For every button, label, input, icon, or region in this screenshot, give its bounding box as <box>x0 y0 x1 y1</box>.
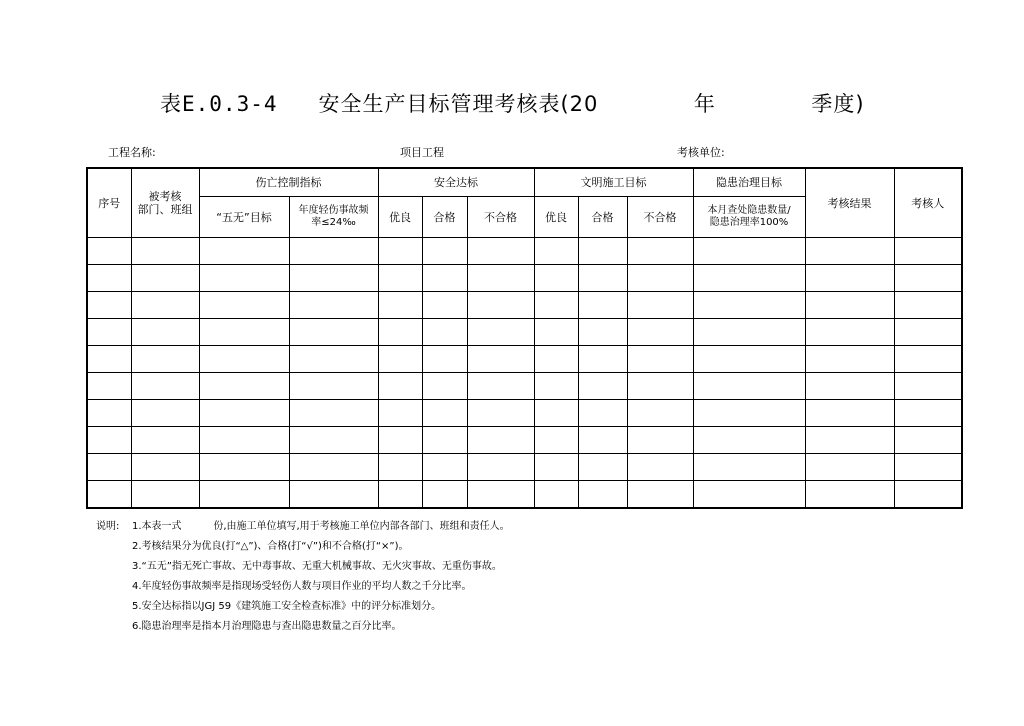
header-five-none: “五无”目标 <box>199 197 289 238</box>
table-cell[interactable] <box>422 427 467 454</box>
table-cell[interactable] <box>534 238 578 265</box>
table-cell[interactable] <box>578 481 627 509</box>
table-cell[interactable] <box>693 373 805 400</box>
table-cell[interactable] <box>289 373 378 400</box>
note-text: 5.安全达标指以JGJ 59《建筑施工安全检查标准》中的评分标准划分。 <box>132 601 442 612</box>
table-cell[interactable] <box>199 373 289 400</box>
table-cell[interactable] <box>805 265 894 292</box>
header-injury-line2: 率≤24‰ <box>311 217 356 228</box>
table-cell[interactable] <box>289 454 378 481</box>
table-cell[interactable] <box>199 427 289 454</box>
table-cell[interactable] <box>805 400 894 427</box>
table-cell[interactable] <box>289 481 378 509</box>
table-cell[interactable] <box>534 346 578 373</box>
table-cell[interactable] <box>534 400 578 427</box>
note-text: 3.“五无”指无死亡事故、无中毒事故、无重大机械事故、无火灾事故、无重伤事故。 <box>132 561 502 572</box>
header-civilized-unqualified: 不合格 <box>627 197 693 238</box>
table-cell[interactable] <box>894 454 962 481</box>
table-cell[interactable] <box>87 238 131 265</box>
table-row <box>87 238 962 265</box>
header-casualty-group: 伤亡控制指标 <box>199 168 378 197</box>
table-cell[interactable] <box>87 481 131 509</box>
table-cell[interactable] <box>131 292 199 319</box>
table-cell[interactable] <box>467 238 534 265</box>
table-row <box>87 373 962 400</box>
table-cell[interactable] <box>87 346 131 373</box>
header-safety-excellent: 优良 <box>378 197 422 238</box>
table-cell[interactable] <box>199 400 289 427</box>
table-cell[interactable] <box>131 373 199 400</box>
table-cell[interactable] <box>693 427 805 454</box>
header-dept <box>131 168 199 238</box>
table-row <box>87 454 962 481</box>
table-cell[interactable] <box>578 292 627 319</box>
table-cell[interactable] <box>805 346 894 373</box>
table-cell[interactable] <box>378 319 422 346</box>
table-cell[interactable] <box>467 319 534 346</box>
header-hazard-group: 隐患治理目标 <box>693 168 805 197</box>
header-dept-line1: 被考核 <box>148 190 182 203</box>
table-cell[interactable] <box>534 481 578 509</box>
note-item <box>96 557 510 577</box>
table-row <box>87 292 962 319</box>
table-cell[interactable] <box>805 292 894 319</box>
table-cell[interactable] <box>534 265 578 292</box>
table-cell[interactable] <box>534 427 578 454</box>
table-cell[interactable] <box>627 292 693 319</box>
table-cell[interactable] <box>199 319 289 346</box>
table-row <box>87 427 962 454</box>
table-cell[interactable] <box>131 481 199 509</box>
header-dept-line2: 部门、班组 <box>137 203 193 216</box>
table-cell[interactable] <box>422 265 467 292</box>
table-cell[interactable] <box>693 481 805 509</box>
header-result: 考核结果 <box>805 168 894 238</box>
header-hazard-detail <box>693 197 805 238</box>
table-cell[interactable] <box>467 292 534 319</box>
table-cell[interactable] <box>578 373 627 400</box>
table-cell[interactable] <box>467 400 534 427</box>
note-text: 2.考核结果分为优良(打“△”)、合格(打“√”)和不合格(打“×”)。 <box>132 541 409 552</box>
header-row-1 <box>87 168 962 197</box>
table-cell[interactable] <box>378 454 422 481</box>
table-row <box>87 319 962 346</box>
table-cell[interactable] <box>422 319 467 346</box>
table-cell[interactable] <box>289 265 378 292</box>
table-cell[interactable] <box>805 319 894 346</box>
table-cell[interactable] <box>467 373 534 400</box>
table-cell[interactable] <box>467 454 534 481</box>
table-cell[interactable] <box>894 238 962 265</box>
note-item <box>96 617 510 637</box>
table-cell[interactable] <box>422 373 467 400</box>
table-cell[interactable] <box>87 427 131 454</box>
table-cell[interactable] <box>467 265 534 292</box>
table-cell[interactable] <box>87 454 131 481</box>
table-cell[interactable] <box>693 346 805 373</box>
table-cell[interactable] <box>805 454 894 481</box>
table-cell[interactable] <box>378 373 422 400</box>
table-cell[interactable] <box>131 400 199 427</box>
table-cell[interactable] <box>693 400 805 427</box>
table-cell[interactable] <box>578 427 627 454</box>
table-cell[interactable] <box>199 292 289 319</box>
table-cell[interactable] <box>289 319 378 346</box>
table-cell[interactable] <box>87 373 131 400</box>
table-cell[interactable] <box>894 346 962 373</box>
table-cell[interactable] <box>131 238 199 265</box>
table-cell[interactable] <box>378 427 422 454</box>
table-cell[interactable] <box>627 373 693 400</box>
table-cell[interactable] <box>131 427 199 454</box>
table-cell[interactable] <box>131 319 199 346</box>
table-cell[interactable] <box>627 481 693 509</box>
table-cell[interactable] <box>627 427 693 454</box>
table-cell[interactable] <box>378 481 422 509</box>
header-civilized-excellent: 优良 <box>534 197 578 238</box>
table-cell[interactable] <box>805 481 894 509</box>
table-cell[interactable] <box>627 346 693 373</box>
notes-label: 说明: <box>96 521 120 532</box>
table-cell[interactable] <box>693 292 805 319</box>
assessment-unit-label: 考核单位: <box>677 146 725 159</box>
note-item <box>96 537 510 557</box>
table-cell[interactable] <box>378 265 422 292</box>
table-cell[interactable] <box>578 454 627 481</box>
table-cell[interactable] <box>805 427 894 454</box>
note-text: 1.本表一式 份,由施工单位填写,用于考核施工单位内部各部门、班组和责任人。 <box>132 521 510 532</box>
table-cell[interactable] <box>894 373 962 400</box>
table-cell[interactable] <box>87 292 131 319</box>
table-cell[interactable] <box>627 454 693 481</box>
table-cell[interactable] <box>422 292 467 319</box>
table-cell[interactable] <box>199 454 289 481</box>
notes-section <box>96 517 510 637</box>
table-cell[interactable] <box>378 238 422 265</box>
header-civilized-group: 文明施工目标 <box>534 168 693 197</box>
header-injury-line1: 年度轻伤事故频 <box>298 205 369 216</box>
assessment-table <box>86 167 963 509</box>
table-row <box>87 481 962 509</box>
title-year: 年 <box>693 92 716 116</box>
table-cell[interactable] <box>693 319 805 346</box>
table-cell[interactable] <box>467 427 534 454</box>
table-row <box>87 400 962 427</box>
table-cell[interactable] <box>805 373 894 400</box>
table-cell[interactable] <box>199 346 289 373</box>
note-item <box>96 577 510 597</box>
table-cell[interactable] <box>199 481 289 509</box>
table-cell[interactable] <box>534 454 578 481</box>
table-cell[interactable] <box>534 319 578 346</box>
header-hazard-line1: 本月查处隐患数量/ <box>707 205 791 216</box>
table-cell[interactable] <box>693 265 805 292</box>
table-cell[interactable] <box>534 373 578 400</box>
table-cell[interactable] <box>422 238 467 265</box>
table-cell[interactable] <box>289 427 378 454</box>
table-cell[interactable] <box>534 292 578 319</box>
table-cell[interactable] <box>422 454 467 481</box>
table-cell[interactable] <box>894 265 962 292</box>
table-cell[interactable] <box>627 400 693 427</box>
table-cell[interactable] <box>578 400 627 427</box>
table-cell[interactable] <box>894 481 962 509</box>
header-seq: 序号 <box>87 168 131 238</box>
table-cell[interactable] <box>378 400 422 427</box>
title-quarter: 季度) <box>811 92 865 116</box>
table-cell[interactable] <box>87 319 131 346</box>
table-cell[interactable] <box>805 238 894 265</box>
table-cell[interactable] <box>87 400 131 427</box>
table-cell[interactable] <box>894 292 962 319</box>
title-prefix: 表E.0.3-4 <box>160 92 278 116</box>
table-cell[interactable] <box>627 238 693 265</box>
table-cell[interactable] <box>87 265 131 292</box>
header-injury-rate <box>289 197 378 238</box>
table-cell[interactable] <box>894 400 962 427</box>
header-civilized-qualified: 合格 <box>578 197 627 238</box>
header-safety-unqualified: 不合格 <box>467 197 534 238</box>
table-cell[interactable] <box>289 400 378 427</box>
header-assessor: 考核人 <box>894 168 962 238</box>
table-cell[interactable] <box>578 319 627 346</box>
table-cell[interactable] <box>199 238 289 265</box>
table-cell[interactable] <box>894 427 962 454</box>
table-cell[interactable] <box>131 454 199 481</box>
table-cell[interactable] <box>199 265 289 292</box>
table-cell[interactable] <box>289 238 378 265</box>
table-cell[interactable] <box>378 346 422 373</box>
table-cell[interactable] <box>894 319 962 346</box>
note-text: 4.年度轻伤事故频率是指现场受轻伤人数与项目作业的平均人数之千分比率。 <box>132 581 472 592</box>
table-cell[interactable] <box>131 346 199 373</box>
table-cell[interactable] <box>289 292 378 319</box>
table-cell[interactable] <box>578 238 627 265</box>
table-cell[interactable] <box>422 400 467 427</box>
table-cell[interactable] <box>627 319 693 346</box>
header-safety-qualified: 合格 <box>422 197 467 238</box>
table-cell[interactable] <box>693 238 805 265</box>
table-row <box>87 265 962 292</box>
table-row <box>87 346 962 373</box>
table-cell[interactable] <box>693 454 805 481</box>
table-cell[interactable] <box>289 346 378 373</box>
project-label: 项目工程 <box>400 146 444 159</box>
table-cell[interactable] <box>131 265 199 292</box>
header-hazard-line2: 隐患治理率100% <box>709 217 789 228</box>
table-cell[interactable] <box>578 265 627 292</box>
table-cell[interactable] <box>467 346 534 373</box>
table-cell[interactable] <box>422 346 467 373</box>
table-cell[interactable] <box>378 292 422 319</box>
table-cell[interactable] <box>578 346 627 373</box>
table-cell[interactable] <box>627 265 693 292</box>
header-safety-group: 安全达标 <box>378 168 534 197</box>
note-item <box>96 597 510 617</box>
note-item <box>96 517 510 537</box>
project-name-label: 工程名称: <box>108 146 156 159</box>
title-main: 安全生产目标管理考核表(20 <box>318 92 599 116</box>
table-cell[interactable] <box>467 481 534 509</box>
note-text: 6.隐患治理率是指本月治理隐患与查出隐患数量之百分比率。 <box>132 621 402 632</box>
table-cell[interactable] <box>422 481 467 509</box>
page-title <box>160 88 865 118</box>
